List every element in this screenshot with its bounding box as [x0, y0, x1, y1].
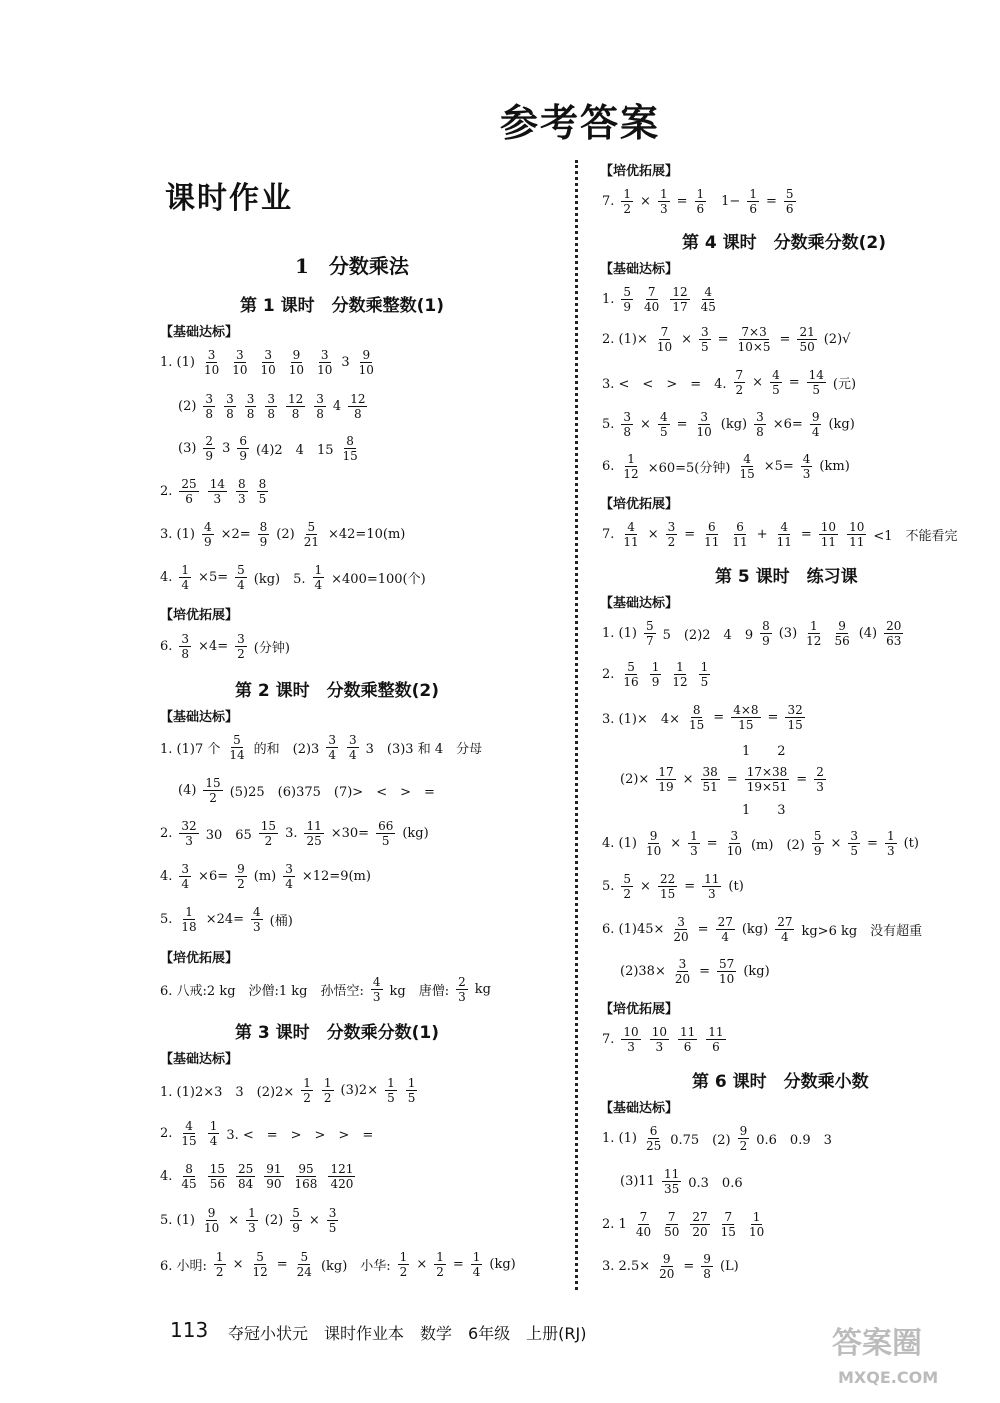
l2-q1-row2: (4) 15 2 (5)25 (6)375 (7)> < > =	[178, 776, 435, 805]
l5-q2: 2. 5 16 1 9 1 12 1 5	[602, 660, 709, 689]
tag-basic: 【基础达标】	[160, 325, 239, 340]
lesson-5-heading: 第 5 课时 练习课	[715, 567, 858, 587]
l4-q7: 7. $\frac{4}{11}$ × $\frac{3}{2}$ = $\frac{6}{11}$ 6 11 + $\frac{4}{11}$ = $\frac{10}{11}$ 10 11 <1 不能看完	[602, 520, 958, 549]
tag-ext: 【培优拓展】	[160, 951, 239, 966]
l1-q2: 2. 25 6 14 3 8 3 8 5	[160, 477, 267, 506]
lesson-2-heading: 第 2 课时 分数乘整数(2)	[235, 681, 440, 701]
l6-q1-row2: (3)11 11 35 0.3 0.6	[620, 1167, 743, 1196]
watermark-url: MXQE.COM	[838, 1368, 939, 1387]
l6-q2: 2. 1 7 40 7 50 27 20 7 15 1 10	[602, 1210, 765, 1239]
lesson-1-heading: 第 1 课时 分数乘整数(1)	[240, 296, 445, 316]
tag-ext: 【培优拓展】	[600, 1002, 679, 1017]
l3-q5: 5. (1) $\frac{9}{10}$ × $\frac{1}{3}$ (2) $\frac{5}{9}$ × $\frac{3}{5}$	[160, 1206, 337, 1235]
l5-q1: 1. (1) 5 7 5 (2)2 4 9 8 9 (3) 1 12 9 56 (4) 20 63	[602, 619, 902, 648]
l2-q6: 6. 八戒:2 kg 沙僧:1 kg 孙悟空: 4 3 kg 唐僧: 2 3 kg	[160, 975, 491, 1004]
l2-q2: 2. 32 3 30 65 15 2 3. $\frac{11}{25}$ ×30= $\frac{66}{5}$ (kg)	[160, 819, 429, 848]
tag-ext: 【培优拓展】	[160, 608, 239, 623]
unit-heading: 1 分数乘法	[295, 254, 409, 278]
l1-q1-row2: (2) 3 8 3 8 3 8 3 8 12 8 3 8 4 12 8	[178, 392, 366, 421]
l5-q3-row1: 3. (1)× 4× $\frac{8}{15}$ = $\frac{4\times 8}{15}$ = $\frac{32}{15}$	[602, 703, 803, 732]
l6-q1-row1: 1. (1) 6 25 0.75 (2) 9 2 0.6 0.9 3	[602, 1124, 832, 1153]
l2-q1-row1: 1. (1)7 个 5 14 的和 (2)3 3 4 3 4 3 (3)3 和 4 分母	[160, 733, 483, 762]
l4-q6: 6. $\frac{1}{12}$ ×60=5(分钟) $\frac{4}{15}$ ×5= $\frac{4}{3}$ (km)	[602, 452, 850, 481]
tag-basic: 【基础达标】	[160, 710, 239, 725]
lesson-6-heading: 第 6 课时 分数乘小数	[692, 1072, 869, 1092]
lesson-3-heading: 第 3 课时 分数乘分数(1)	[235, 1023, 440, 1043]
tag-basic: 【基础达标】	[160, 1052, 239, 1067]
page-title: 参考答案	[500, 101, 661, 145]
tag-basic: 【基础达标】	[600, 596, 679, 611]
l5-q3-row2: (2)× $\frac{17}{19}$ × $\frac{38}{51}$ = $\frac{17\times 38}{19\times 51}$ = $\frac{2}{3}$	[620, 765, 824, 794]
l3-q1: 1. (1)2×3 3 (2)2× $\frac{1}{2}$ 1 2 (3)2× $\frac{1}{5}$ 1 5	[160, 1076, 416, 1105]
l5-q4: 4. (1) $\frac{9}{10}$ × $\frac{1}{3}$ = $\frac{3}{10}$ (m) (2) $\frac{5}{9}$ × $\frac{3}{5}$ = $\frac{1}{3}$ (t)	[602, 829, 919, 858]
l5-q3-cancel-top: 1 2	[742, 744, 786, 759]
tag-ext: 【培优拓展】	[600, 164, 679, 179]
l4-q2: 2. (1)× $\frac{7}{10}$ × $\frac{3}{5}$ = $\frac{7\times 3}{10\times 5}$ = $\frac{21}{50}$ (2)√	[602, 325, 851, 354]
l3-q4: 4. 8 45 15 56 25 84 91 90 95 168 121 420	[160, 1162, 354, 1191]
l1-q1-row1: 1. (1) 3 10 3 10 3 10 9 10 3 10 3 9 10	[160, 348, 374, 377]
l5-q6-row2: (2)38× $\frac{3}{20}$ = $\frac{57}{10}$ (kg)	[620, 957, 770, 986]
l4-q3: 3. < < > = 4. $\frac{7}{2}$ × $\frac{4}{5}$ = $\frac{14}{5}$ (元)	[602, 368, 857, 397]
l5-q3-cancel-bottom: 1 3	[742, 803, 786, 818]
l3-q2: 2. 4 15 1 4 3. < = > > > =	[160, 1119, 374, 1148]
l1-q1-row3: (3) 2 9 3 6 9 (4)2 4 15 8 15	[178, 434, 358, 463]
watermark-logo: 答案圈	[832, 1326, 922, 1361]
l4-q5: 5. $\frac{3}{8}$ × $\frac{4}{5}$ = $\frac{3}{10}$ (kg) $\frac{3}{8}$ ×6= $\frac{9}{4}$ (kg)	[602, 410, 855, 439]
l1-q6: 6. $\frac{3}{8}$ ×4= $\frac{3}{2}$ (分钟)	[160, 632, 290, 661]
page-number: 113	[170, 1318, 209, 1342]
l3-q7: 7. $\frac{1}{2}$ × $\frac{1}{3}$ = $\frac{1}{6}$ 1− $\frac{1}{6}$ = $\frac{5}{6}$	[602, 187, 794, 216]
section-heading: 课时作业	[165, 181, 293, 216]
lesson-4-heading: 第 4 课时 分数乘分数(2)	[682, 233, 887, 253]
l5-q7: 7. 10 3 10 3 11 6 11 6	[602, 1025, 724, 1054]
column-divider	[575, 160, 578, 1290]
tag-basic: 【基础达标】	[600, 262, 679, 277]
l6-q3: 3. 2.5× $\frac{9}{20}$ = $\frac{9}{8}$ (L)	[602, 1252, 739, 1281]
l1-q4: 4. $\frac{1}{4}$ ×5= $\frac{5}{4}$ (kg) 5. $\frac{1}{4}$ ×400=100(个)	[160, 563, 426, 592]
book-title: 夺冠小状元 课时作业本 数学 6年级 上册(RJ)	[228, 1324, 587, 1343]
tag-ext: 【培优拓展】	[600, 497, 679, 512]
tag-basic: 【基础达标】	[600, 1101, 679, 1116]
l2-q4: 4. $\frac{3}{4}$ ×6= $\frac{9}{2}$ (m) $\frac{3}{4}$ ×12=9(m)	[160, 862, 371, 891]
l5-q5: 5. $\frac{5}{2}$ × $\frac{22}{15}$ = $\frac{11}{3}$ (t)	[602, 872, 744, 901]
l4-q1: 1. 5 9 7 40 12 17 4 45	[602, 285, 716, 314]
l5-q6-row1: 6. (1)45× $\frac{3}{20}$ = $\frac{27}{4}$ (kg) 27 4 kg>6 kg 没有超重	[602, 915, 923, 944]
l1-q3: 3. (1) $\frac{4}{9}$ ×2= $\frac{8}{9}$ (2) $\frac{5}{21}$ ×42=10(m)	[160, 520, 406, 549]
l2-q5: 5. $\frac{1}{18}$ ×24= $\frac{4}{3}$ (桶)	[160, 905, 293, 934]
l3-q6: 6. 小明: $\frac{1}{2}$ × $\frac{5}{12}$ = $\frac{5}{24}$ (kg) 小华: $\frac{1}{2}$ × $\frac{1}{2}$ = $\frac{1}{4}$ (kg)	[160, 1250, 516, 1279]
